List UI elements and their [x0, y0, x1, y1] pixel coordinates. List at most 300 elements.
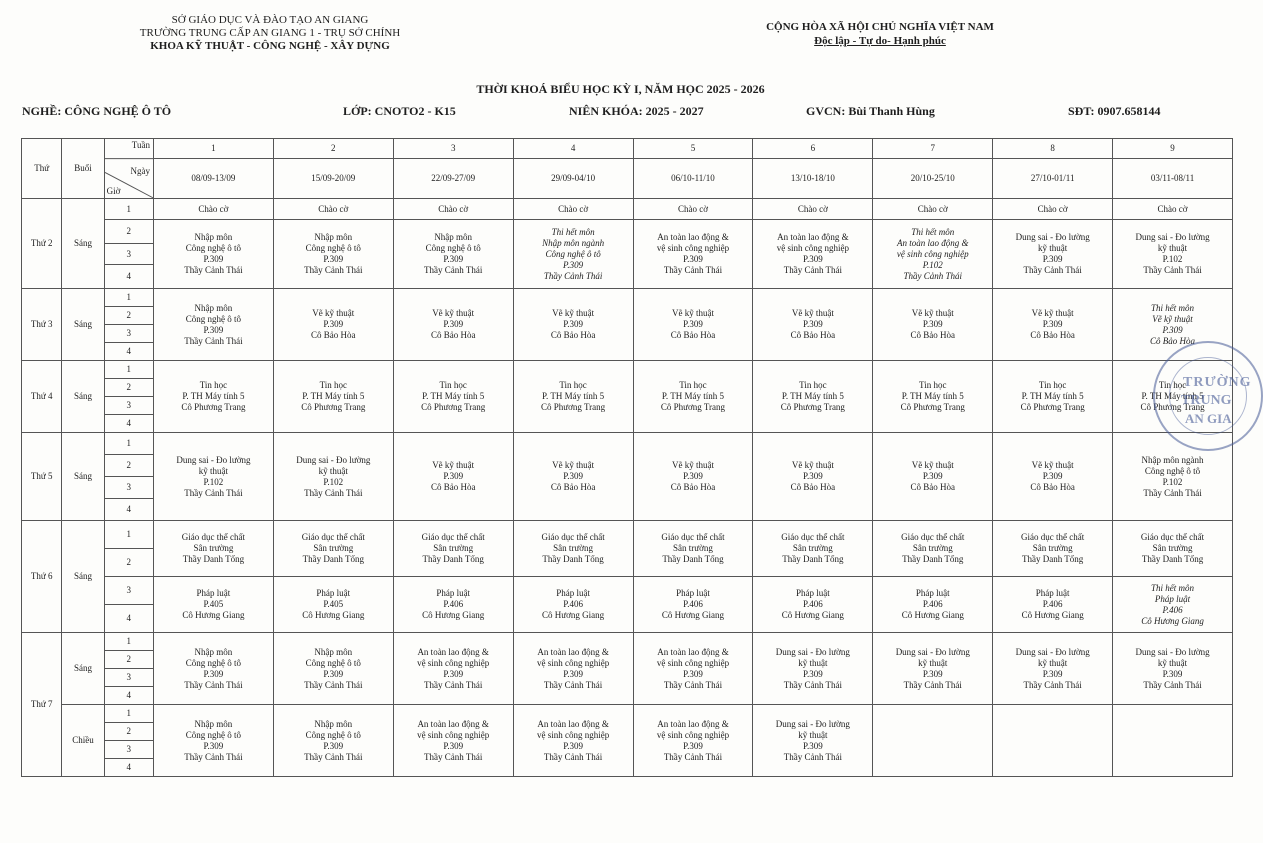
subject-line: Thầy Cảnh Thái — [304, 265, 363, 275]
subject-line: Nhập môn — [194, 232, 233, 242]
week-number: 9 — [1113, 139, 1233, 159]
week-number: 4 — [513, 139, 633, 159]
subject-line: An toàn lao động & — [657, 232, 729, 242]
week-number: 8 — [993, 139, 1113, 159]
header-buoi: Buổi — [62, 139, 104, 199]
subject-line: Cô Hương Giang — [1021, 610, 1084, 620]
subject-line: P.406 — [802, 599, 823, 609]
subject-line: Sân trường — [912, 543, 953, 553]
subject-line: Cô Hương Giang — [661, 610, 725, 620]
period-number: 4 — [104, 605, 153, 633]
period-number: 4 — [104, 265, 153, 289]
subject-cell — [753, 705, 873, 777]
session-label: Sáng — [62, 289, 104, 361]
period-number: 2 — [104, 455, 153, 477]
subject-line: P.406 — [443, 599, 464, 609]
subject-line: kỹ thuật — [1038, 657, 1068, 668]
subject-line: Cô Hương Giang — [901, 610, 964, 620]
subject-line: Thầy Cảnh Thái — [543, 270, 603, 281]
subject-line: P. TH Máy tính 5 — [542, 391, 605, 401]
subject-cell — [753, 289, 873, 361]
subject-line: Cô Bảo Hòa — [790, 482, 836, 492]
period-row — [22, 199, 1233, 220]
subject-line: Vẽ kỹ thuật — [552, 460, 595, 470]
subject-line: P.309 — [563, 740, 583, 751]
subject-cell — [273, 220, 393, 289]
subject-line: Tin học — [559, 380, 587, 390]
subject-line: Cô Bảo Hòa — [1030, 330, 1075, 340]
period-number: 2 — [104, 723, 153, 741]
subject-cell — [393, 289, 513, 361]
subject-line: vệ sinh công nghiệp — [656, 657, 730, 668]
gdtc-cell — [993, 521, 1113, 577]
week-row — [22, 139, 1233, 159]
subject-cell — [513, 361, 633, 433]
subject-line: P.309 — [563, 319, 583, 329]
subject-line: Thầy Cảnh Thái — [184, 335, 243, 346]
subject-line: Sân trường — [553, 543, 594, 553]
subject-line: Công nghệ ô tô — [545, 248, 601, 259]
session-label: Sáng — [62, 521, 104, 633]
subject-line: P. TH Máy tính 5 — [422, 391, 485, 401]
subject-line: P.309 — [1042, 254, 1063, 264]
period-row — [22, 220, 1233, 244]
period-number: 1 — [104, 633, 153, 651]
subject-line: An toàn lao động & — [537, 718, 609, 729]
subject-line: Cô Hương Giang — [1141, 615, 1204, 626]
subject-cell — [513, 433, 633, 521]
subject-line: Giáo dục thể chất — [181, 532, 246, 542]
subject-line: An toàn lao động & — [777, 232, 849, 242]
period-number: 4 — [104, 499, 153, 521]
subject-line: kỹ thuật — [318, 465, 348, 476]
gdtc-cell — [873, 521, 993, 577]
subject-line: P.309 — [323, 254, 344, 264]
subject-line: Cô Bảo Hòa — [1030, 482, 1075, 492]
subject-line: Thầy Cảnh Thái — [903, 679, 962, 690]
header-diagonal-cell — [104, 139, 153, 199]
subject-line: P. TH Máy tính 5 — [781, 391, 844, 401]
chao-co-cell: Chào cờ — [273, 199, 393, 220]
subject-line: Dung sai - Đo lường — [1135, 646, 1210, 657]
subject-cell — [513, 577, 633, 633]
subject-line: Cô Hương Giang — [302, 610, 365, 620]
subject-line: P. TH Máy tính 5 — [901, 391, 964, 401]
period-number: 3 — [104, 577, 153, 605]
period-row — [22, 361, 1233, 379]
subject-line: P.309 — [443, 319, 464, 329]
gdtc-cell — [393, 521, 513, 577]
subject-line: P.309 — [922, 668, 943, 679]
subject-line: Pháp luật — [915, 588, 950, 598]
week-dates: 13/10-18/10 — [753, 159, 873, 199]
subject-line: P.309 — [683, 319, 703, 329]
subject-line: Giáo dục thể chất — [901, 532, 965, 542]
day-label: Thứ 6 — [22, 521, 62, 633]
subject-cell — [273, 433, 393, 521]
subject-line: vệ sinh công nghiệp — [536, 729, 610, 740]
subject-line: Cô Bảo Hòa — [550, 482, 596, 492]
subject-line: Thầy Danh Tống — [542, 554, 604, 564]
subject-line: Nhập môn ngành — [542, 237, 605, 248]
subject-line: kỹ thuật — [1157, 657, 1188, 668]
subject-line: Thầy Cảnh Thái — [783, 751, 843, 762]
subject-line: Sân trường — [1152, 543, 1193, 553]
subject-line: kỹ thuật — [798, 729, 828, 740]
week-number: 2 — [273, 139, 393, 159]
subject-cell — [153, 577, 273, 633]
subject-cell — [1113, 705, 1233, 777]
subject-line: Tin học — [1038, 380, 1067, 390]
subject-line: P.309 — [1162, 668, 1183, 679]
subject-line: Cô Bảo Hòa — [910, 330, 955, 340]
subject-line: Thầy Danh Tống — [662, 554, 724, 564]
subject-cell — [993, 289, 1113, 361]
week-dates: 27/10-01/11 — [993, 159, 1113, 199]
subject-line: Cô Phương Trang — [301, 402, 366, 412]
subject-cell — [633, 289, 753, 361]
subject-cell — [513, 705, 633, 777]
subject-line: Pháp luật — [556, 588, 590, 598]
subject-line: Tin học — [199, 380, 228, 390]
subject-line: Thầy Cảnh Thái — [783, 679, 843, 690]
subject-line: Cô Hương Giang — [542, 610, 605, 620]
header-left-line-1: SỞ GIÁO DỤC VÀ ĐÀO TẠO AN GIANG — [171, 14, 369, 26]
subject-line: Vẽ kỹ thuật — [911, 308, 954, 318]
subject-line: Vẽ kỹ thuật — [671, 460, 714, 470]
subject-line: P.309 — [802, 471, 823, 481]
subject-line: Sân trường — [792, 543, 833, 553]
subject-line: P.309 — [683, 254, 703, 264]
session-label: Sáng — [62, 361, 104, 433]
timetable-body — [22, 139, 1233, 777]
subject-line: Vẽ kỹ thuật — [432, 308, 475, 318]
subject-line: Thầy Danh Tống — [902, 554, 964, 564]
subject-line: P.309 — [802, 740, 823, 751]
period-number: 3 — [104, 244, 153, 265]
subject-line: P.309 — [1042, 471, 1063, 481]
subject-line: vệ sinh công nghiệp — [417, 657, 490, 668]
subject-line: P. TH Máy tính 5 — [661, 391, 725, 401]
chao-co-cell: Chào cờ — [753, 199, 873, 220]
subject-cell — [873, 705, 993, 777]
subject-line: Cô Bảo Hòa — [311, 330, 356, 340]
subject-line: P.309 — [563, 668, 583, 679]
subject-cell — [153, 220, 273, 289]
subject-cell — [633, 433, 753, 521]
header-gio: Giờ — [106, 186, 121, 196]
subject-line: Sân trường — [1032, 543, 1073, 553]
subject-line: Công nghệ ô tô — [305, 657, 361, 668]
subject-line: Thầy Danh Tống — [302, 554, 364, 564]
subject-line: vệ sinh công nghiệp — [417, 729, 490, 740]
subject-line: P.309 — [1162, 324, 1183, 335]
page-title: THỜI KHOÁ BIỂU HỌC KỲ I, NĂM HỌC 2025 - 2026 — [476, 82, 765, 96]
header-thu: Thứ — [22, 139, 62, 199]
week-number: 7 — [873, 139, 993, 159]
week-dates: 15/09-20/09 — [273, 159, 393, 199]
subject-line: P.406 — [1042, 599, 1063, 609]
subject-line: Cô Phương Trang — [900, 402, 965, 412]
period-number: 2 — [104, 379, 153, 397]
subject-line: Thi hết môn — [551, 226, 595, 237]
subject-line: P.102 — [1162, 476, 1183, 487]
subject-line: Công nghệ ô tô — [305, 729, 361, 740]
period-number: 1 — [104, 361, 153, 379]
subject-line: Công nghệ ô tô — [185, 313, 242, 324]
period-row — [22, 633, 1233, 651]
subject-line: Công nghệ ô tô — [185, 729, 242, 740]
subject-line: Tin học — [919, 380, 947, 390]
subject-line: P.309 — [802, 319, 823, 329]
subject-line: P.102 — [203, 476, 224, 487]
gdtc-cell — [273, 521, 393, 577]
gdtc-cell — [633, 521, 753, 577]
subject-cell — [633, 220, 753, 289]
period-number: 3 — [104, 741, 153, 759]
header-left-line-3: KHOA KỸ THUẬT - CÔNG NGHỆ - XÂY DỰNG — [150, 40, 390, 52]
subject-line: An toàn lao động & — [657, 718, 729, 729]
subject-cell — [273, 705, 393, 777]
subject-line: Thầy Danh Tống — [422, 554, 484, 564]
subject-line: Thầy Danh Tống — [1141, 554, 1204, 564]
week-dates: 22/09-27/09 — [393, 159, 513, 199]
subject-line: Thầy Cảnh Thái — [424, 679, 483, 690]
subject-line: Vẽ kỹ thuật — [1031, 460, 1074, 470]
subject-cell — [153, 361, 273, 433]
subject-cell — [1113, 220, 1233, 289]
day-label: Thứ 4 — [22, 361, 62, 433]
subject-cell — [393, 705, 513, 777]
subject-line: Pháp luật — [196, 588, 231, 598]
subject-line: Nhập môn — [434, 232, 473, 242]
subject-line: Thầy Cảnh Thái — [1023, 265, 1082, 275]
subject-line: vệ sinh công nghiệp — [896, 248, 969, 259]
subject-line: Cô Bảo Hòa — [790, 330, 836, 340]
subject-line: P.102 — [1162, 254, 1183, 264]
subject-cell — [393, 433, 513, 521]
period-row — [22, 705, 1233, 723]
subject-line: Vẽ kỹ thuật — [791, 308, 834, 318]
subject-line: Nhập môn — [194, 646, 233, 657]
subject-line: Công nghệ ô tô — [185, 657, 242, 668]
subject-line: P.102 — [922, 259, 943, 270]
subject-cell — [993, 433, 1113, 521]
chao-co-cell: Chào cờ — [1113, 199, 1233, 220]
subject-line: An toàn lao động & — [417, 646, 489, 657]
subject-line: Dung sai - Đo lường — [775, 646, 850, 657]
subject-line: Thi hết môn — [911, 226, 955, 237]
subject-line: Công nghệ ô tô — [305, 243, 361, 253]
subject-line: Vẽ kỹ thuật — [312, 308, 355, 318]
subject-line: kỹ thuật — [1157, 243, 1188, 253]
subject-line: Thầy Cảnh Thái — [304, 487, 363, 498]
subject-line: Cô Bảo Hòa — [550, 330, 596, 340]
subject-cell — [273, 289, 393, 361]
session-label: Sáng — [62, 633, 104, 705]
subject-line: Thầy Cảnh Thái — [424, 265, 483, 275]
subject-line: Nhập môn ngành — [1141, 454, 1204, 465]
subject-line: P.309 — [443, 471, 464, 481]
subject-cell — [153, 433, 273, 521]
subject-line: Dung sai - Đo lường — [895, 646, 970, 657]
subject-line: Nhập môn — [314, 232, 353, 242]
period-number: 1 — [104, 199, 153, 220]
subject-line: Nhập môn — [194, 718, 233, 729]
subject-line: Sân trường — [313, 543, 354, 553]
subject-line: Pháp luật — [316, 588, 351, 598]
subject-line: Thầy Cảnh Thái — [903, 270, 963, 281]
header-ngay: Ngày — [130, 166, 150, 176]
subject-line: P.406 — [1162, 604, 1183, 615]
subject-line: Tin học — [1158, 380, 1187, 390]
subject-line: An toàn lao động & — [417, 718, 489, 729]
subject-cell — [753, 361, 873, 433]
subject-line: vệ sinh công nghiệp — [776, 243, 849, 253]
period-number: 3 — [104, 325, 153, 343]
subject-line: Cô Bảo Hòa — [430, 330, 476, 340]
subject-line: Công nghệ ô tô — [1144, 465, 1201, 476]
header-right-line-2: Độc lập - Tự do- Hạnh phúc — [814, 35, 946, 47]
chao-co-cell: Chào cờ — [993, 199, 1113, 220]
subject-line: Thi hết môn — [1151, 302, 1195, 313]
subject-cell — [273, 577, 393, 633]
subject-line: kỹ thuật — [198, 465, 229, 476]
subject-line: Thầy Cảnh Thái — [304, 751, 363, 762]
subject-line: vệ sinh công nghiệp — [536, 657, 610, 668]
subject-line: Vẽ kỹ thuật — [1031, 308, 1074, 318]
subject-line: Vẽ kỹ thuật — [791, 460, 834, 470]
subject-line: P.309 — [443, 668, 464, 679]
subject-line: P.309 — [563, 259, 584, 270]
subject-line: Vẽ kỹ thuật — [671, 308, 714, 318]
subject-line: An toàn lao động & — [657, 646, 729, 657]
subject-line: Pháp luật — [795, 588, 830, 598]
subject-line: Cô Hương Giang — [422, 610, 485, 620]
chao-co-cell: Chào cờ — [153, 199, 273, 220]
subject-line: P.309 — [323, 668, 344, 679]
period-number: 4 — [104, 343, 153, 361]
subject-line: P.309 — [922, 319, 943, 329]
week-number: 1 — [153, 139, 273, 159]
period-number: 2 — [104, 220, 153, 244]
subject-cell — [153, 289, 273, 361]
subject-line: P.309 — [323, 319, 344, 329]
period-row — [22, 289, 1233, 307]
info-lop: LỚP: CNOTO2 - K15 — [343, 104, 456, 118]
subject-cell — [993, 633, 1113, 705]
header-right-line-1: CỘNG HÒA XÃ HỘI CHỦ NGHĨA VIỆT NAM — [766, 21, 994, 33]
subject-line: P.309 — [683, 471, 703, 481]
session-label: Sáng — [62, 199, 104, 289]
subject-line: Thầy Cảnh Thái — [663, 265, 723, 275]
subject-line: Tin học — [439, 380, 467, 390]
period-row — [22, 577, 1233, 605]
subject-cell — [1113, 633, 1233, 705]
subject-cell — [993, 220, 1113, 289]
period-number: 1 — [104, 289, 153, 307]
subject-line: Giáo dục thể chất — [1140, 532, 1205, 542]
session-label: Chiều — [62, 705, 104, 777]
subject-cell — [993, 577, 1113, 633]
header-right — [740, 20, 1020, 48]
day-label: Thứ 7 — [22, 633, 62, 777]
subject-line: Thầy Cảnh Thái — [543, 679, 603, 690]
subject-cell — [873, 577, 993, 633]
subject-line: P. TH Máy tính 5 — [302, 391, 365, 401]
week-dates: 29/09-04/10 — [513, 159, 633, 199]
subject-line: Cô Phương Trang — [1020, 402, 1085, 412]
subject-line: P.309 — [563, 471, 583, 481]
subject-line: Thầy Cảnh Thái — [783, 265, 843, 275]
subject-line: Cô Hương Giang — [781, 610, 844, 620]
subject-line: Cô Hương Giang — [182, 610, 245, 620]
subject-line: Tin học — [799, 380, 827, 390]
subject-cell — [633, 633, 753, 705]
subject-line: Cô Phương Trang — [660, 402, 726, 412]
period-number: 2 — [104, 549, 153, 577]
subject-line: Dung sai - Đo lường — [296, 454, 371, 465]
subject-line: Cô Bảo Hòa — [670, 482, 716, 492]
subject-line: Pháp luật — [436, 588, 471, 598]
subject-line: kỹ thuật — [1038, 243, 1068, 253]
period-number: 3 — [104, 477, 153, 499]
subject-line: Thi hết môn — [1151, 582, 1195, 593]
subject-line: Dung sai - Đo lường — [176, 454, 251, 465]
subject-line: Thầy Cảnh Thái — [184, 265, 243, 275]
subject-cell — [753, 220, 873, 289]
chao-co-cell: Chào cờ — [393, 199, 513, 220]
subject-line: Thầy Cảnh Thái — [663, 751, 723, 762]
subject-line: P. TH Máy tính 5 — [1021, 391, 1084, 401]
subject-line: Dung sai - Đo lường — [1015, 646, 1090, 657]
subject-cell — [393, 577, 513, 633]
subject-line: Giáo dục thể chất — [421, 532, 485, 542]
subject-line: Cô Bảo Hòa — [1150, 335, 1196, 346]
subject-cell — [873, 633, 993, 705]
subject-line: vệ sinh công nghiệp — [656, 729, 730, 740]
subject-line: Vẽ kỹ thuật — [1152, 313, 1193, 324]
subject-line: Vẽ kỹ thuật — [911, 460, 954, 470]
subject-line: P.309 — [323, 740, 344, 751]
period-row — [22, 521, 1233, 549]
week-dates: 08/09-13/09 — [153, 159, 273, 199]
subject-line: Thầy Cảnh Thái — [1143, 487, 1202, 498]
header-left — [110, 14, 430, 53]
subject-line: P.309 — [683, 740, 703, 751]
subject-cell — [153, 633, 273, 705]
week-number: 3 — [393, 139, 513, 159]
day-label: Thứ 5 — [22, 433, 62, 521]
subject-line: Tin học — [319, 380, 348, 390]
subject-line: P.309 — [203, 740, 224, 751]
subject-line: P. TH Máy tính 5 — [182, 391, 245, 401]
day-label: Thứ 3 — [22, 289, 62, 361]
subject-line: Thầy Cảnh Thái — [424, 751, 483, 762]
subject-line: P.309 — [1042, 668, 1063, 679]
subject-line: Thầy Cảnh Thái — [1023, 679, 1082, 690]
subject-line: P. TH Máy tính 5 — [1141, 391, 1204, 401]
subject-line: Thầy Cảnh Thái — [1143, 265, 1202, 275]
subject-line: Dung sai - Đo lường — [775, 718, 850, 729]
subject-line: Thầy Cảnh Thái — [184, 751, 243, 762]
subject-line: Giáo dục thể chất — [541, 532, 605, 542]
subject-line: P.309 — [802, 668, 823, 679]
subject-cell — [753, 433, 873, 521]
subject-line: vệ sinh công nghiệp — [656, 243, 730, 253]
timetable — [21, 138, 1233, 777]
subject-line: P.309 — [683, 668, 703, 679]
